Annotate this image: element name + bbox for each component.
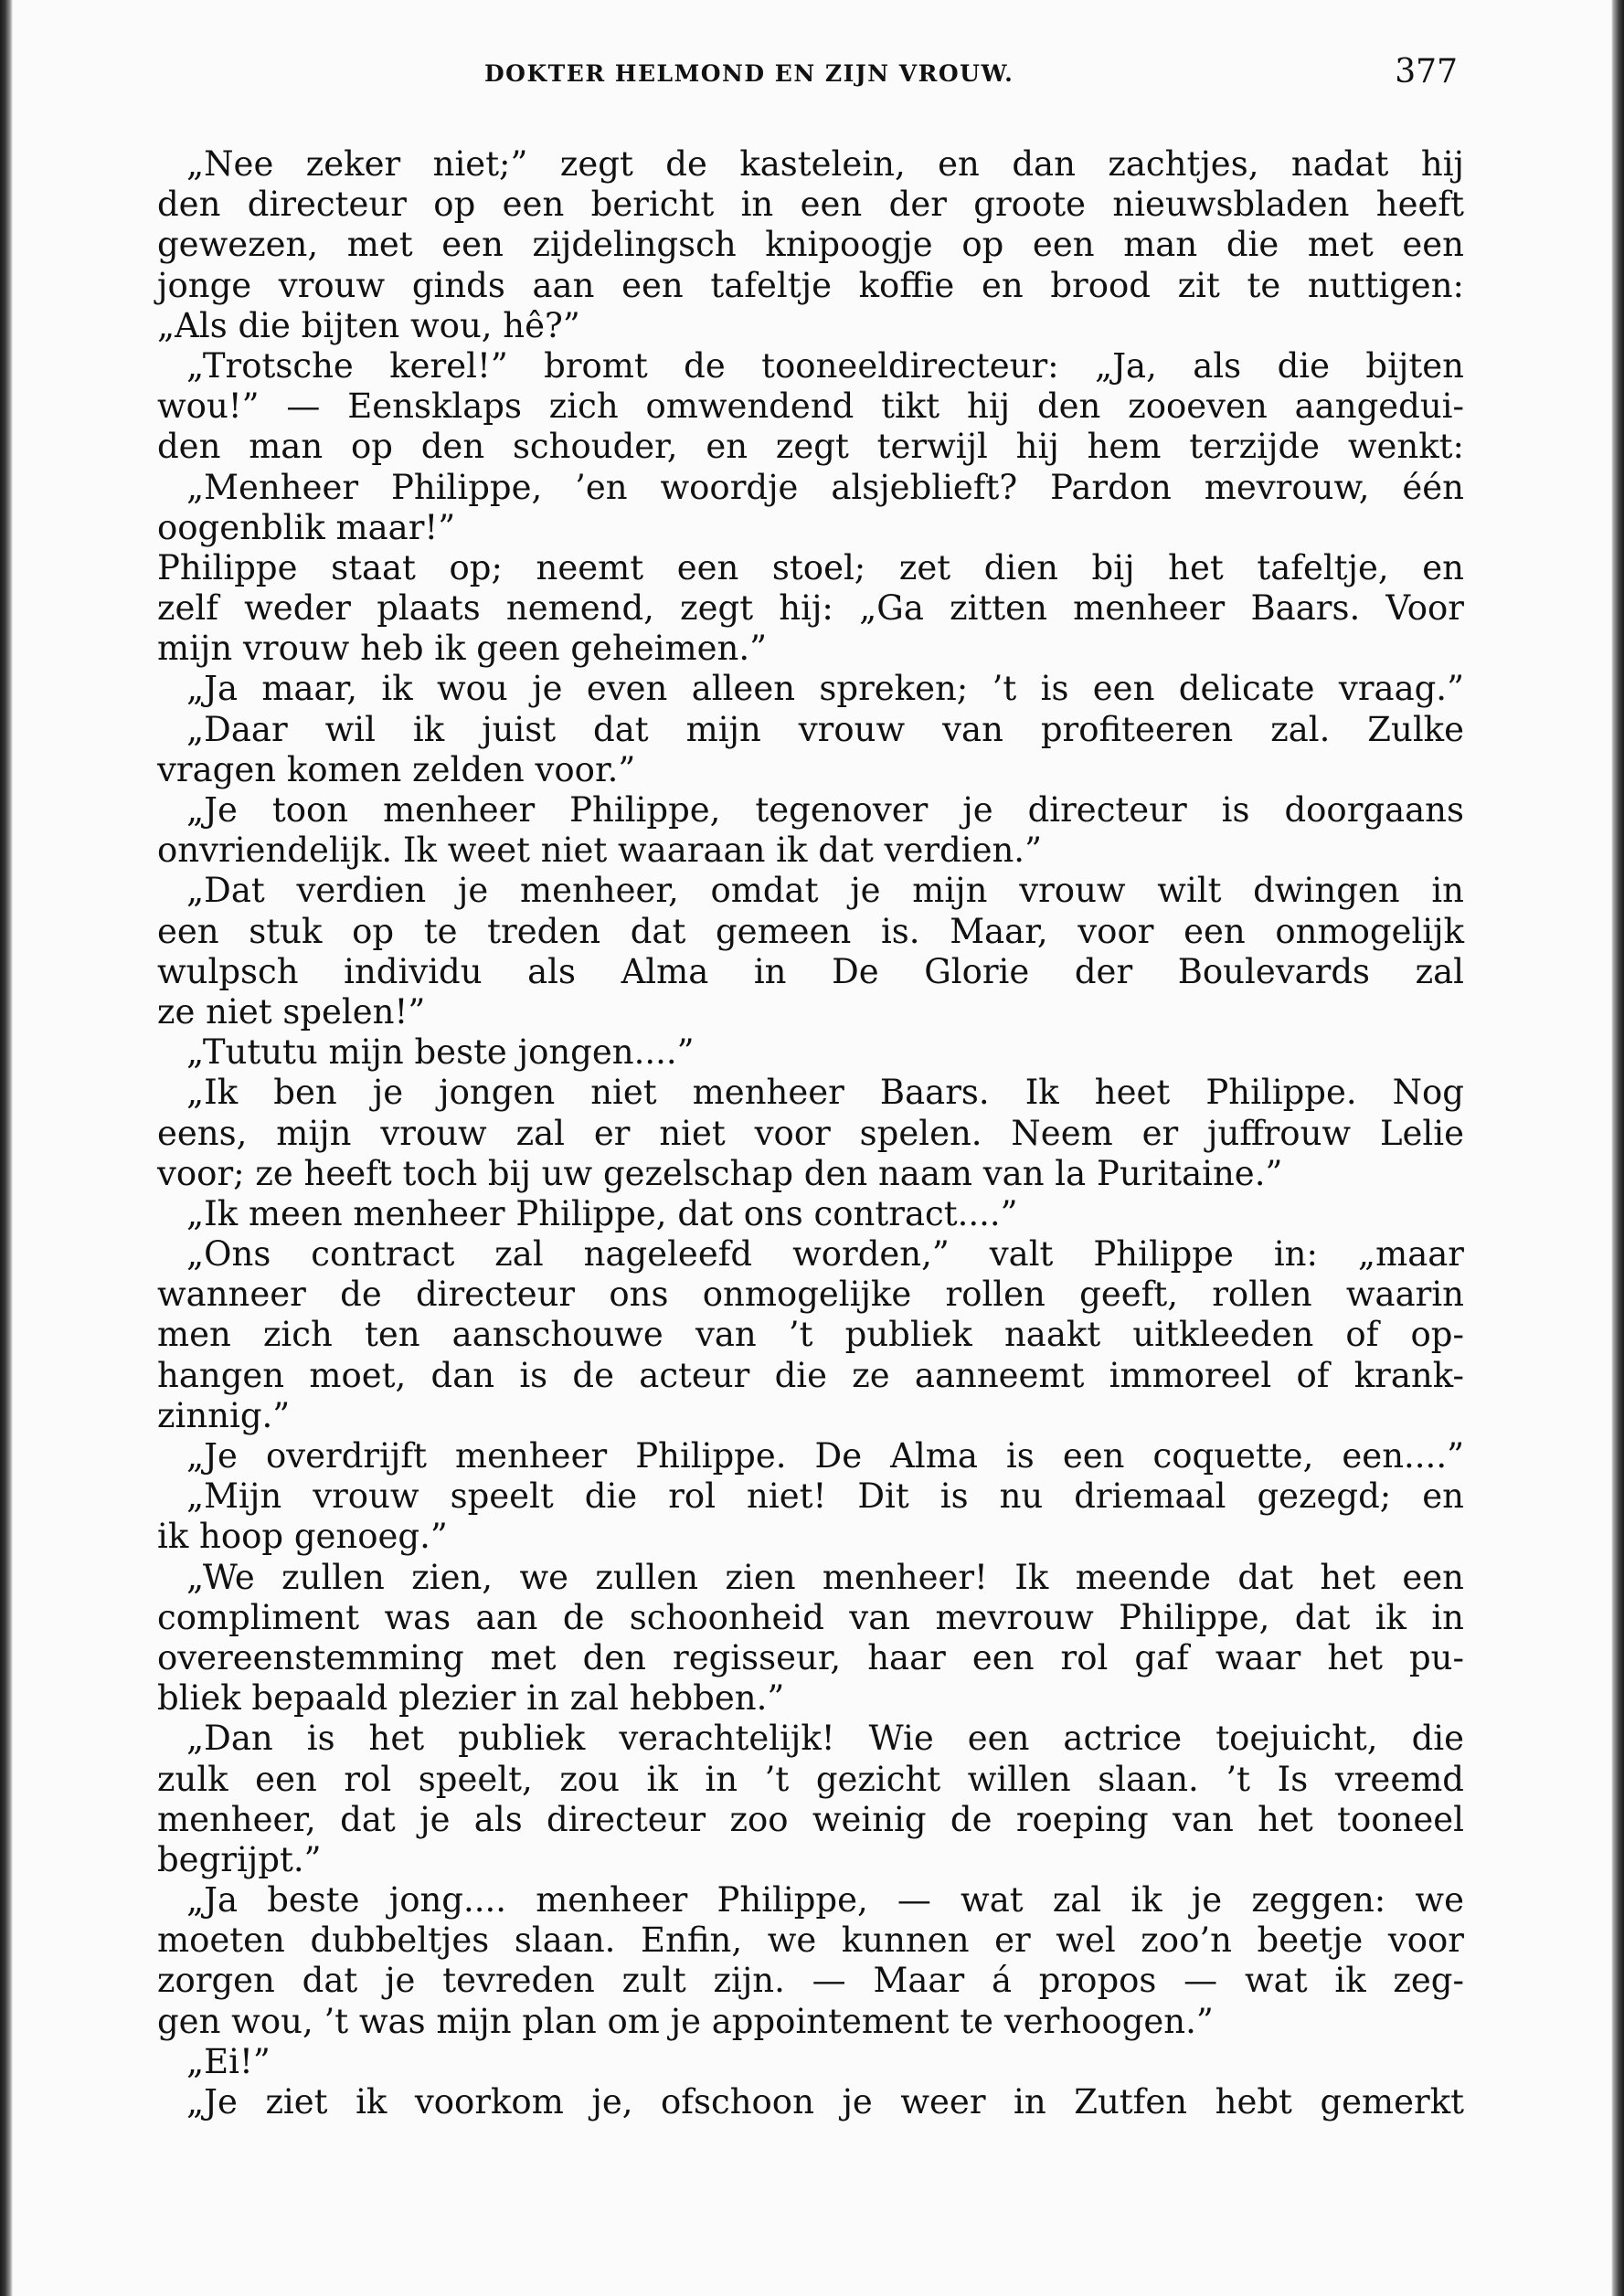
text-line: bliek bepaald plezier in zal hebben.” (157, 1678, 785, 1719)
text-line: „Mijn vrouw speelt die rol niet! Dit is nu driemaal gezegd; en (186, 1476, 1464, 1517)
text-line: begrijpt.” (157, 1839, 322, 1879)
text-line: ze niet spelen!” (157, 991, 426, 1032)
text-line: vragen komen zelden voor.” (157, 749, 636, 789)
page-left-edge-shadow (0, 0, 13, 2296)
text-line: voor; ze heeft toch bij uw gezelschap den naam van la Puritaine.” (157, 1153, 1283, 1193)
text-line: „Tututu mijn beste jongen....” (186, 1032, 695, 1073)
text-line: eens, mijn vrouw zal er niet voor spelen. Neem er juffrouw Lelie (157, 1113, 1464, 1153)
text-line: zulk een rol speelt, zou ik in ’t gezicht willen slaan. ’t Is vreemd (157, 1759, 1464, 1799)
text-line: Philippe staat op; neemt een stoel; zet dien bij het tafeltje, en (157, 547, 1464, 587)
text-line: mijn vrouw heb ik geen geheimen.” (157, 629, 767, 669)
text-line: „Dat verdien je menheer, omdat je mijn vrouw wilt dwingen in (186, 871, 1464, 911)
text-line: jonge vrouw ginds aan een tafeltje koffie en brood zit te nuttigen: (157, 265, 1464, 305)
text-line: „Ons contract zal nageleefd worden,” valt Philippe in: „maar (186, 1234, 1464, 1275)
text-line: zorgen dat je tevreden zult zijn. — Maar á propos — wat ik zeg- (157, 1961, 1464, 2001)
text-line: moeten dubbeltjes slaan. Enfin, we kunnen er wel zoo’n beetje voor (157, 1920, 1464, 1961)
text-line: „Trotsche kerel!” bromt de tooneeldirecteur: „Ja, als die bijten (186, 345, 1464, 386)
text-line: ik hoop genoeg.” (157, 1517, 448, 1557)
text-line: „Als die bijten wou, hê?” (157, 305, 580, 345)
body-text (157, 144, 1464, 2122)
text-line: gen wou, ’t was mijn plan om je appointement te verhoogen.” (157, 2001, 1214, 2041)
text-line: gewezen, met een zijdelingsch knipoogje op een man die met een (157, 225, 1464, 265)
text-line: den man op den schouder, en zegt terwijl hij hem terzijde wenkt: (157, 427, 1464, 467)
text-line: den directeur op een bericht in een der groote nieuwsbladen heeft (157, 185, 1464, 225)
text-line: „Je toon menheer Philippe, tegenover je directeur is doorgaans (186, 790, 1464, 830)
text-line: wou!” — Eensklaps zich omwendend tikt hij den zooeven aangedui- (157, 386, 1464, 427)
text-line: zinnig.” (157, 1395, 291, 1435)
running-head: DOKTER HELMOND EN ZIJN VROUW. (484, 60, 1014, 87)
text-line: „Menheer Philippe, ’en woordje alsjeblieft? Pardon mevrouw, één (186, 467, 1464, 507)
text-line: „We zullen zien, we zullen zien menheer! Ik meende dat het een (186, 1557, 1464, 1597)
text-line: zelf weder plaats nemend, zegt hij: „Ga zitten menheer Baars. Voor (157, 588, 1464, 629)
text-line: wanneer de directeur ons onmogelijke rollen geeft, rollen waarin (157, 1275, 1464, 1315)
text-line: „Nee zeker niet;” zegt de kastelein, en dan zachtjes, nadat hij (186, 144, 1464, 184)
text-line: „Ja beste jong.... menheer Philippe, — wat zal ik je zeggen: we (186, 1880, 1464, 1920)
text-line: „Dan is het publiek verachtelijk! Wie een actrice toejuicht, die (186, 1719, 1464, 1759)
text-line: overeenstemming met den regisseur, haar een rol gaf waar het pu- (157, 1637, 1464, 1677)
text-line: men zich ten aanschouwe van ’t publiek naakt uitkleeden of op- (157, 1315, 1464, 1355)
page-right-edge-shadow (1611, 0, 1624, 2296)
text-line: onvriendelijk. Ik weet niet waaraan ik dat verdien.” (157, 831, 1042, 871)
text-line: „Ja maar, ik wou je even alleen spreken; ’t is een delicate vraag.” (186, 669, 1464, 709)
text-line: compliment was aan de schoonheid van mevrouw Philippe, dat ik in (157, 1597, 1464, 1637)
text-line: „Ik ben je jongen niet menheer Baars. Ik heet Philippe. Nog (186, 1073, 1464, 1113)
text-line: hangen moet, dan is de acteur die ze aanneemt immoreel of krank- (157, 1355, 1464, 1395)
text-line: wulpsch individu als Alma in De Glorie der Boulevards zal (157, 951, 1464, 991)
text-line: een stuk op te treden dat gemeen is. Maar, voor een onmogelijk (157, 911, 1464, 951)
text-line: oogenblik maar!” (157, 507, 456, 547)
text-line: „Daar wil ik juist dat mijn vrouw van profiteeren zal. Zulke (186, 709, 1464, 749)
text-line: „Je overdrijft menheer Philippe. De Alma is een coquette, een....” (186, 1436, 1464, 1476)
text-line: menheer, dat je als directeur zoo weinig de roeping van het tooneel (157, 1799, 1464, 1839)
page-header (160, 53, 1467, 99)
text-line: „Ei!” (186, 2041, 271, 2081)
page-number: 377 (1395, 53, 1458, 90)
text-line: „Ik meen menheer Philippe, dat ons contract....” (186, 1193, 1018, 1233)
text-line: „Je ziet ik voorkom je, ofschoon je weer in Zutfen hebt gemerkt (186, 2082, 1464, 2121)
